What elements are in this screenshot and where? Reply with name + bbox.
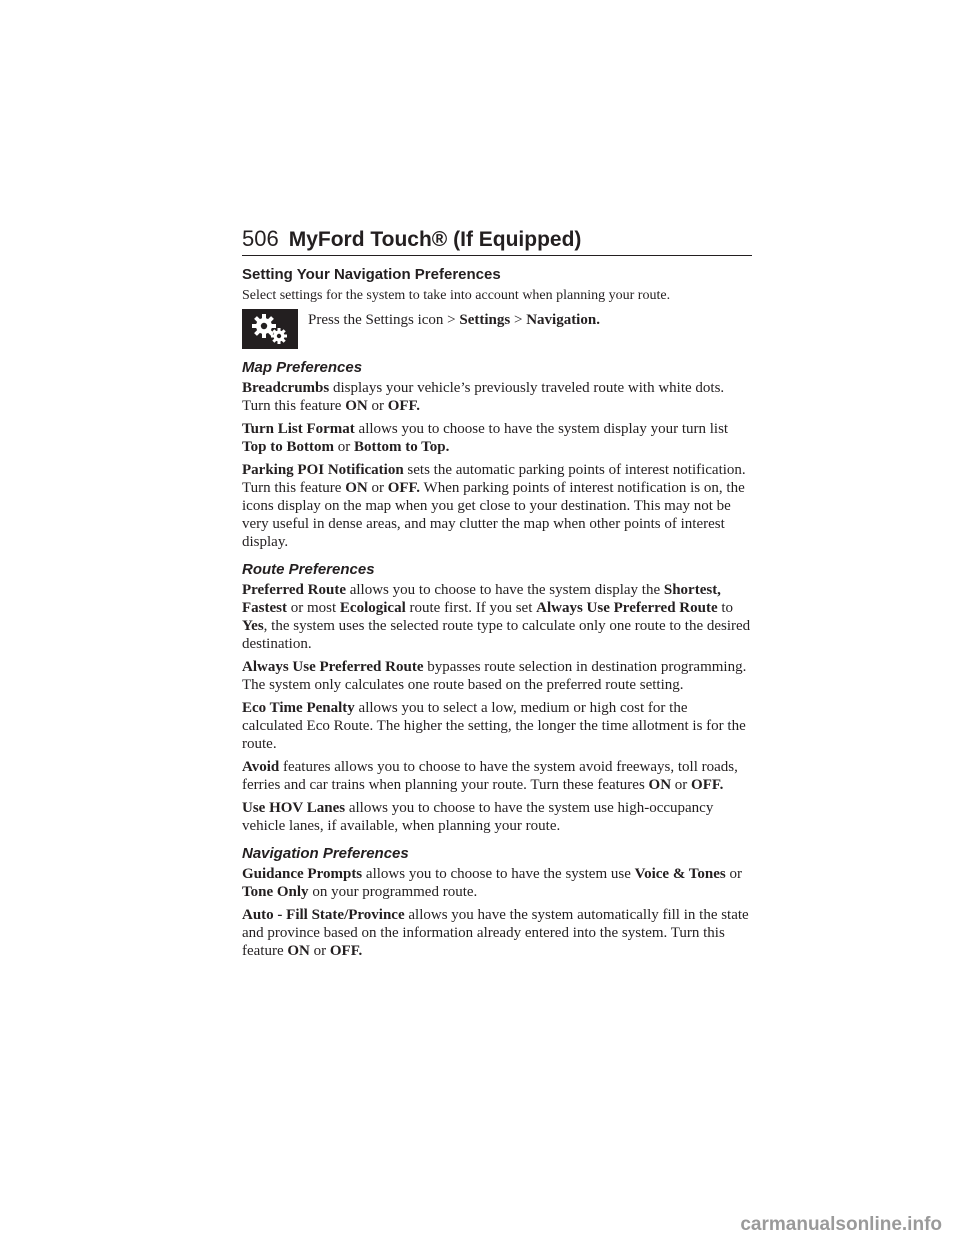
parking-poi-paragraph: Parking POI Notification sets the automatic parking points of interest notification. Turn this feature ON or OFF. When parking points of interest notification is on, the icons display on the map when you get close to your destination. This may not be very useful in dense areas, and may clutter the map when other points of interest display.: [242, 462, 746, 550]
guidance-prompts-paragraph: Guidance Prompts allows you to choose to have the system use Voice & Tones or Tone Only on your programmed route.: [242, 866, 743, 900]
preferred-route-paragraph: Preferred Route allows you to choose to have the system display the Shortest, Fastest or most Ecological route first. If you set Always Use Preferred Route to Yes, the system uses the selected route type to calculate only one route to the desired destination.: [242, 582, 751, 652]
navigation-preferences-heading: Navigation Preferences: [242, 845, 409, 862]
route-preferences-heading: Route Preferences: [242, 561, 375, 578]
auto-fill-paragraph: Auto - Fill State/Province allows you have the system automatically fill in the state and province based on the information already entered into the system. Turn this feature ON or OFF.: [242, 907, 749, 959]
turn-list-paragraph: Turn List Format allows you to choose to have the system display your turn list Top to Bottom or Bottom to Top.: [242, 421, 729, 455]
hov-lanes-paragraph: Use HOV Lanes allows you to choose to have the system use high-occupancy vehicle lanes, if available, when planning your route.: [242, 800, 714, 834]
settings-gears-icon: [242, 309, 298, 349]
section-title: Setting Your Navigation Preferences: [242, 266, 501, 283]
settings-instruction: [242, 309, 752, 349]
watermark-text: carmanualsonline.info: [740, 1214, 942, 1235]
breadcrumbs-paragraph: Breadcrumbs displays your vehicle’s previously traveled route with white dots. Turn this feature ON or OFF.: [242, 380, 725, 414]
always-use-preferred-paragraph: Always Use Preferred Route bypasses route selection in destination programming. The system only calculates one route based on the preferred route setting.: [242, 659, 747, 693]
section-intro: Select settings for the system to take into account when planning your route.: [242, 288, 671, 303]
manual-page: [242, 226, 752, 965]
page-number: 506: [242, 226, 279, 251]
map-preferences-heading: Map Preferences: [242, 359, 363, 376]
settings-instruction-text: Press the Settings icon > Settings > Navigation.: [308, 312, 600, 328]
avoid-paragraph: Avoid features allows you to choose to have the system avoid freeways, toll roads, ferries and car trains when planning your route. Turn these features ON or OFF.: [242, 759, 738, 793]
chapter-title: MyFord Touch® (If Equipped): [288, 228, 582, 251]
page-header: [242, 226, 752, 256]
eco-time-penalty-paragraph: Eco Time Penalty allows you to select a low, medium or high cost for the calculated Eco Route. The higher the setting, the longer the time allotment is for the route.: [242, 700, 746, 752]
